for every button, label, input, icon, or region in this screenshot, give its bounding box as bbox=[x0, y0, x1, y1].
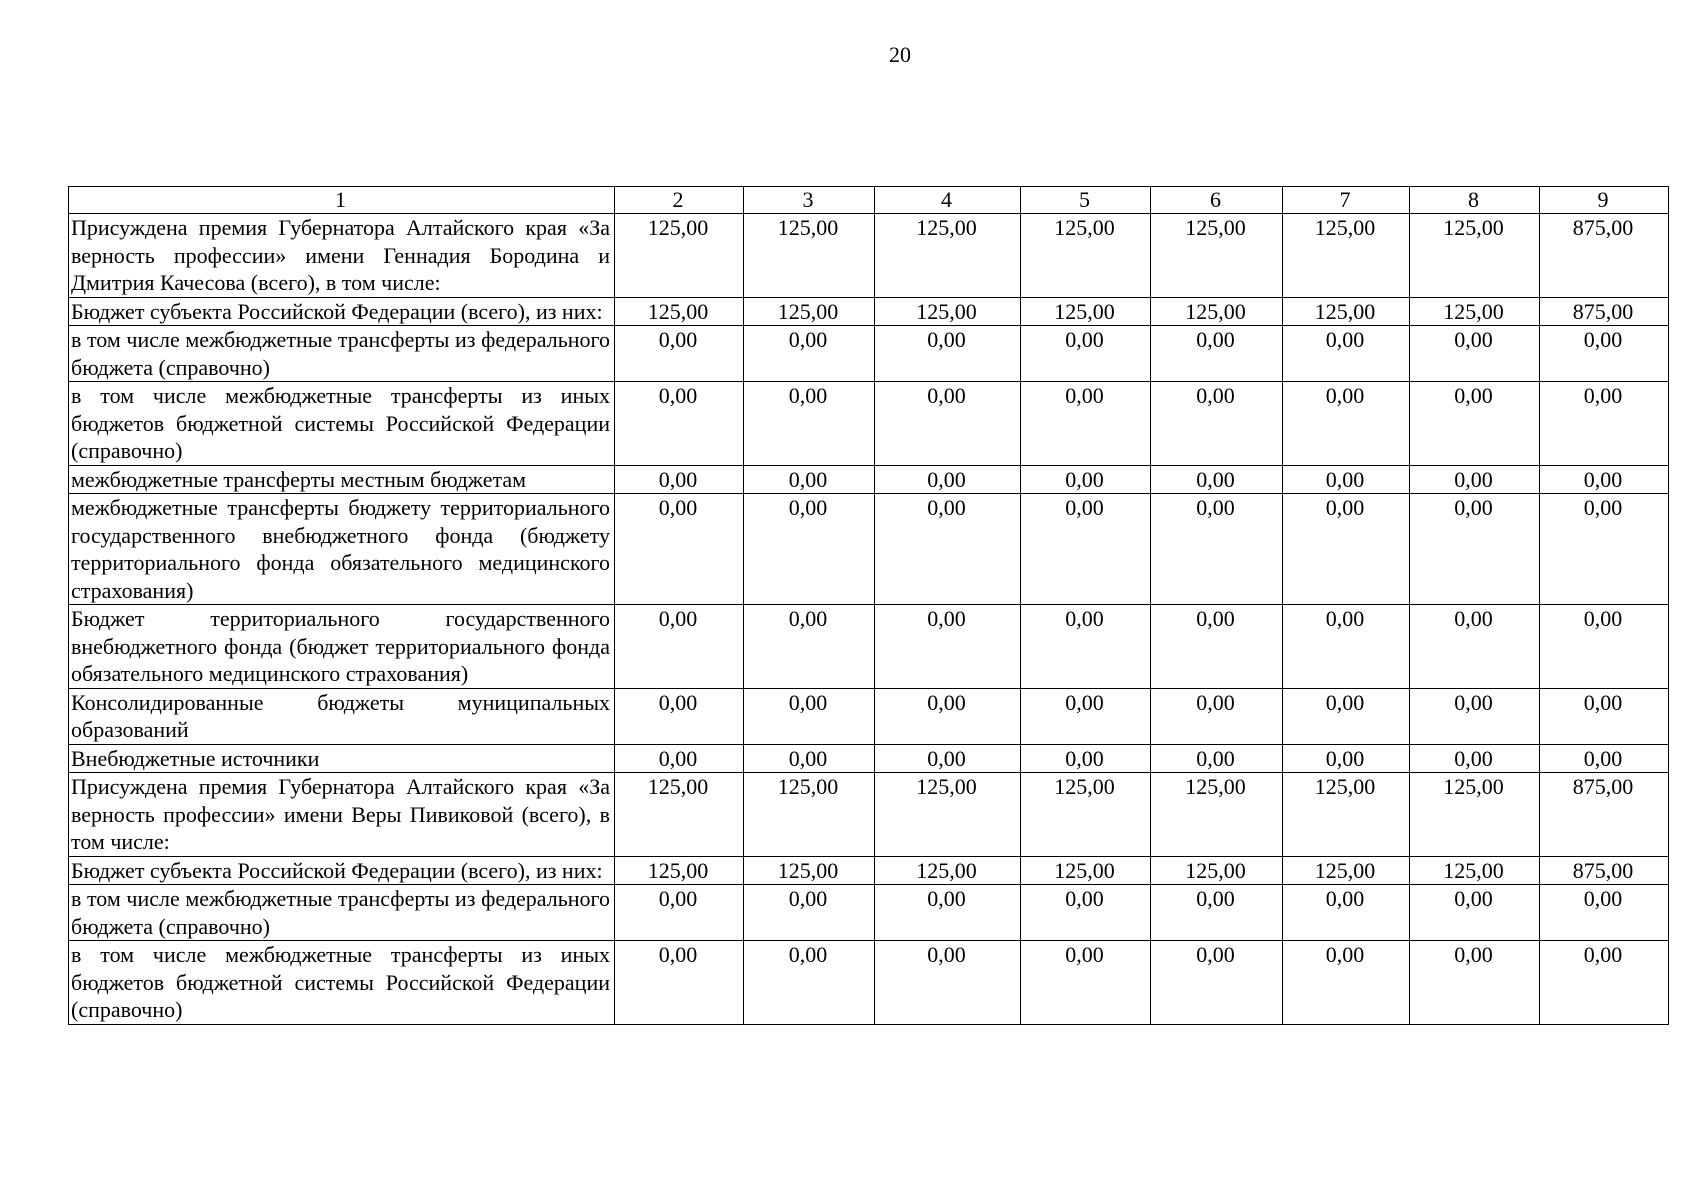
value-cell: 0,00 bbox=[1283, 382, 1410, 466]
value-cell: 0,00 bbox=[744, 382, 875, 466]
row-label: в том числе межбюджетные трансферты из иных бюджетов бюджетной системы Российской Федерации (справочно) bbox=[69, 941, 615, 1025]
value-cell: 125,00 bbox=[744, 856, 875, 885]
value-cell: 0,00 bbox=[1410, 941, 1540, 1025]
row-label: Присуждена премия Губернатора Алтайского края «За верность профессии» имени Геннадия Бородина и Дмитрия Качесова (всего), в том числе: bbox=[69, 214, 615, 298]
value-cell: 0,00 bbox=[1151, 605, 1283, 689]
value-cell: 0,00 bbox=[1540, 941, 1669, 1025]
value-cell: 0,00 bbox=[1410, 885, 1540, 941]
value-cell: 0,00 bbox=[744, 494, 875, 605]
value-cell: 125,00 bbox=[615, 773, 744, 857]
value-cell: 125,00 bbox=[1410, 214, 1540, 298]
value-cell: 125,00 bbox=[1021, 297, 1151, 326]
value-cell: 125,00 bbox=[1151, 856, 1283, 885]
row-label: Консолидированные бюджеты муниципальных образований bbox=[69, 688, 615, 744]
value-cell: 0,00 bbox=[1283, 326, 1410, 382]
value-cell: 0,00 bbox=[1410, 382, 1540, 466]
value-cell: 125,00 bbox=[1021, 214, 1151, 298]
value-cell: 0,00 bbox=[1151, 382, 1283, 466]
value-cell: 0,00 bbox=[615, 885, 744, 941]
row-label: Внебюджетные источники bbox=[69, 744, 615, 773]
value-cell: 125,00 bbox=[1151, 297, 1283, 326]
value-cell: 0,00 bbox=[1410, 744, 1540, 773]
value-cell: 0,00 bbox=[615, 688, 744, 744]
budget-table bbox=[68, 186, 1669, 1025]
value-cell: 125,00 bbox=[1151, 773, 1283, 857]
value-cell: 0,00 bbox=[1151, 465, 1283, 494]
value-cell: 0,00 bbox=[744, 885, 875, 941]
column-header: 5 bbox=[1021, 187, 1151, 214]
value-cell: 125,00 bbox=[615, 297, 744, 326]
column-header: 2 bbox=[615, 187, 744, 214]
header-row bbox=[69, 187, 1669, 214]
row-label: в том числе межбюджетные трансферты из федерального бюджета (справочно) bbox=[69, 326, 615, 382]
table-row bbox=[69, 465, 1669, 494]
value-cell: 0,00 bbox=[1021, 465, 1151, 494]
value-cell: 0,00 bbox=[875, 382, 1021, 466]
value-cell: 0,00 bbox=[875, 465, 1021, 494]
value-cell: 125,00 bbox=[1021, 773, 1151, 857]
value-cell: 0,00 bbox=[1151, 744, 1283, 773]
value-cell: 0,00 bbox=[875, 605, 1021, 689]
value-cell: 0,00 bbox=[1540, 326, 1669, 382]
value-cell: 0,00 bbox=[744, 605, 875, 689]
value-cell: 125,00 bbox=[875, 214, 1021, 298]
value-cell: 125,00 bbox=[1021, 856, 1151, 885]
table-row bbox=[69, 382, 1669, 466]
page-number: 20 bbox=[889, 42, 911, 67]
value-cell: 0,00 bbox=[1410, 605, 1540, 689]
row-label: Бюджет субъекта Российской Федерации (всего), из них: bbox=[69, 297, 615, 326]
value-cell: 0,00 bbox=[1410, 688, 1540, 744]
value-cell: 0,00 bbox=[1540, 744, 1669, 773]
value-cell: 0,00 bbox=[1283, 744, 1410, 773]
value-cell: 0,00 bbox=[1540, 382, 1669, 466]
table-row bbox=[69, 941, 1669, 1025]
table-row bbox=[69, 773, 1669, 857]
value-cell: 125,00 bbox=[615, 214, 744, 298]
value-cell: 0,00 bbox=[1021, 494, 1151, 605]
value-cell: 125,00 bbox=[1410, 856, 1540, 885]
value-cell: 0,00 bbox=[1283, 465, 1410, 494]
value-cell: 0,00 bbox=[615, 605, 744, 689]
value-cell: 125,00 bbox=[1283, 773, 1410, 857]
value-cell: 0,00 bbox=[744, 744, 875, 773]
value-cell: 125,00 bbox=[744, 297, 875, 326]
column-header: 6 bbox=[1151, 187, 1283, 214]
table-row bbox=[69, 214, 1669, 298]
value-cell: 0,00 bbox=[1540, 688, 1669, 744]
value-cell: 0,00 bbox=[1283, 885, 1410, 941]
value-cell: 125,00 bbox=[875, 297, 1021, 326]
value-cell: 0,00 bbox=[744, 688, 875, 744]
value-cell: 0,00 bbox=[744, 465, 875, 494]
value-cell: 0,00 bbox=[1151, 326, 1283, 382]
value-cell: 0,00 bbox=[1021, 688, 1151, 744]
value-cell: 0,00 bbox=[1540, 605, 1669, 689]
value-cell: 125,00 bbox=[1410, 297, 1540, 326]
table-row bbox=[69, 297, 1669, 326]
value-cell: 125,00 bbox=[875, 856, 1021, 885]
value-cell: 0,00 bbox=[1021, 326, 1151, 382]
value-cell: 125,00 bbox=[875, 773, 1021, 857]
table-row bbox=[69, 326, 1669, 382]
value-cell: 0,00 bbox=[615, 494, 744, 605]
value-cell: 0,00 bbox=[1151, 941, 1283, 1025]
column-header: 3 bbox=[744, 187, 875, 214]
value-cell: 125,00 bbox=[1283, 297, 1410, 326]
column-header: 4 bbox=[875, 187, 1021, 214]
value-cell: 0,00 bbox=[875, 494, 1021, 605]
table-row bbox=[69, 688, 1669, 744]
value-cell: 0,00 bbox=[1283, 605, 1410, 689]
value-cell: 0,00 bbox=[1151, 688, 1283, 744]
value-cell: 0,00 bbox=[875, 941, 1021, 1025]
column-header: 7 bbox=[1283, 187, 1410, 214]
value-cell: 0,00 bbox=[1283, 688, 1410, 744]
value-cell: 0,00 bbox=[615, 744, 744, 773]
value-cell: 875,00 bbox=[1540, 297, 1669, 326]
value-cell: 0,00 bbox=[1540, 465, 1669, 494]
value-cell: 125,00 bbox=[1283, 214, 1410, 298]
row-label: в том числе межбюджетные трансферты из иных бюджетов бюджетной системы Российской Федерации (справочно) bbox=[69, 382, 615, 466]
table-row bbox=[69, 856, 1669, 885]
value-cell: 0,00 bbox=[875, 744, 1021, 773]
value-cell: 0,00 bbox=[1021, 941, 1151, 1025]
row-label: межбюджетные трансферты местным бюджетам bbox=[69, 465, 615, 494]
value-cell: 0,00 bbox=[1410, 326, 1540, 382]
value-cell: 0,00 bbox=[615, 465, 744, 494]
table-row bbox=[69, 494, 1669, 605]
column-header: 9 bbox=[1540, 187, 1669, 214]
value-cell: 0,00 bbox=[875, 688, 1021, 744]
value-cell: 0,00 bbox=[1151, 494, 1283, 605]
value-cell: 0,00 bbox=[1283, 494, 1410, 605]
value-cell: 0,00 bbox=[615, 326, 744, 382]
table-row bbox=[69, 885, 1669, 941]
value-cell: 875,00 bbox=[1540, 856, 1669, 885]
value-cell: 125,00 bbox=[744, 773, 875, 857]
row-label: Присуждена премия Губернатора Алтайского края «За верность профессии» имени Веры Пивиковой (всего), в том числе: bbox=[69, 773, 615, 857]
value-cell: 0,00 bbox=[1410, 494, 1540, 605]
row-label: Бюджет территориального государственного внебюджетного фонда (бюджет территориального фонда обязательного медицинского страхования) bbox=[69, 605, 615, 689]
value-cell: 125,00 bbox=[1283, 856, 1410, 885]
value-cell: 0,00 bbox=[1410, 465, 1540, 494]
value-cell: 125,00 bbox=[615, 856, 744, 885]
row-label: межбюджетные трансферты бюджету территориального государственного внебюджетного фонда (бюджету территориального фонда обязательного медицинского страхования) bbox=[69, 494, 615, 605]
value-cell: 0,00 bbox=[615, 382, 744, 466]
value-cell: 0,00 bbox=[1021, 382, 1151, 466]
table-body bbox=[69, 214, 1669, 1025]
value-cell: 0,00 bbox=[1540, 494, 1669, 605]
value-cell: 0,00 bbox=[744, 326, 875, 382]
value-cell: 0,00 bbox=[875, 885, 1021, 941]
value-cell: 125,00 bbox=[1151, 214, 1283, 298]
column-header: 1 bbox=[69, 187, 615, 214]
value-cell: 0,00 bbox=[875, 326, 1021, 382]
table-row bbox=[69, 605, 1669, 689]
value-cell: 0,00 bbox=[1021, 885, 1151, 941]
value-cell: 875,00 bbox=[1540, 773, 1669, 857]
value-cell: 0,00 bbox=[1021, 744, 1151, 773]
column-header: 8 bbox=[1410, 187, 1540, 214]
table-row bbox=[69, 744, 1669, 773]
value-cell: 0,00 bbox=[744, 941, 875, 1025]
value-cell: 125,00 bbox=[1410, 773, 1540, 857]
row-label: в том числе межбюджетные трансферты из федерального бюджета (справочно) bbox=[69, 885, 615, 941]
value-cell: 875,00 bbox=[1540, 214, 1669, 298]
value-cell: 0,00 bbox=[615, 941, 744, 1025]
row-label: Бюджет субъекта Российской Федерации (всего), из них: bbox=[69, 856, 615, 885]
value-cell: 0,00 bbox=[1021, 605, 1151, 689]
value-cell: 0,00 bbox=[1151, 885, 1283, 941]
value-cell: 0,00 bbox=[1283, 941, 1410, 1025]
value-cell: 125,00 bbox=[744, 214, 875, 298]
value-cell: 0,00 bbox=[1540, 885, 1669, 941]
